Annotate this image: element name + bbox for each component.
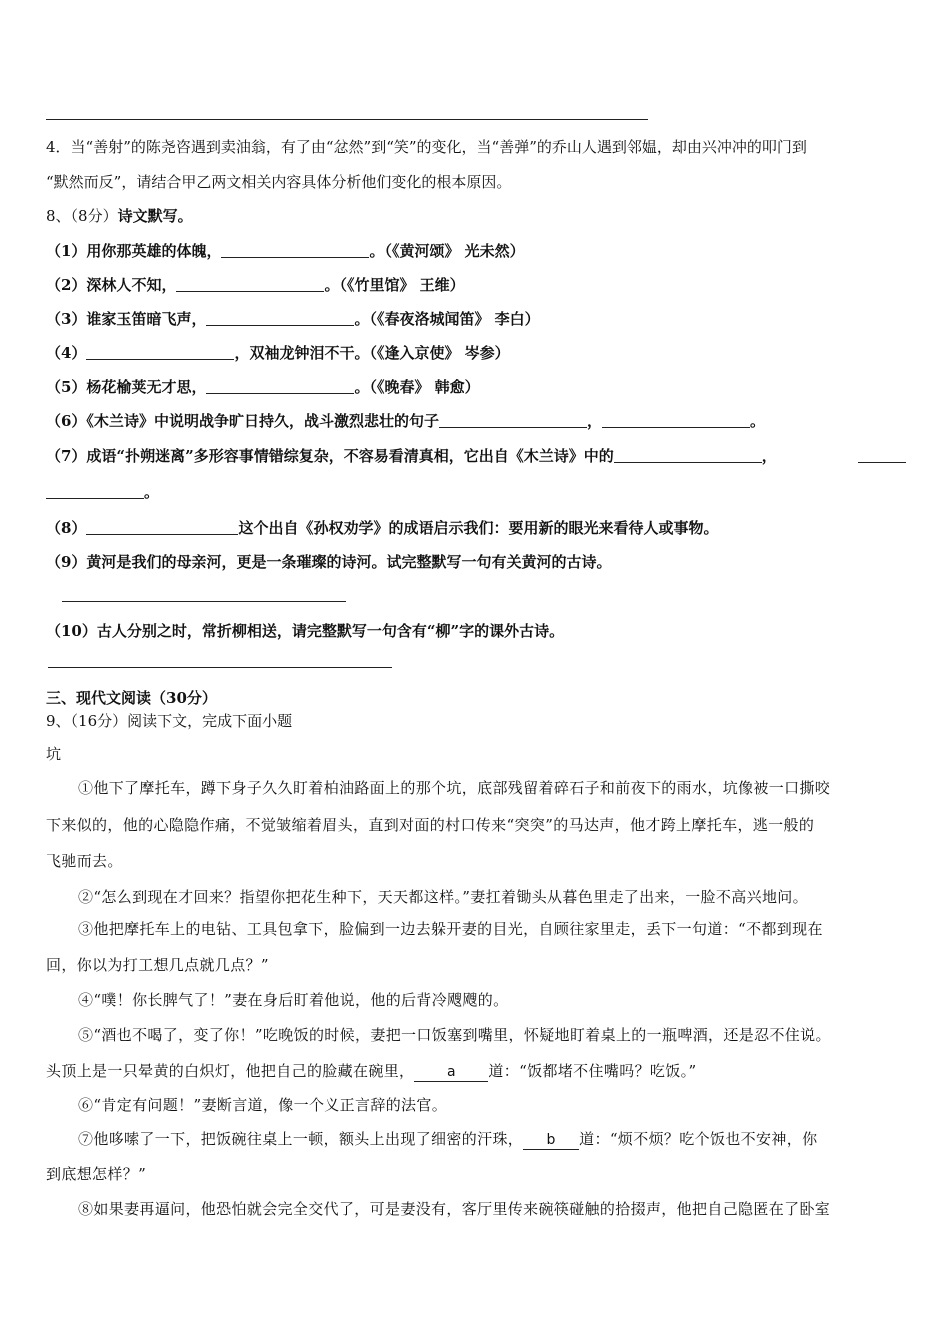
fill-blank[interactable] bbox=[86, 344, 234, 360]
q8-item-8: （8） 这个出自《孙权劝学》的成语启示我们：要用新的眼光来看待人或事物。 bbox=[46, 519, 719, 537]
fill-blank[interactable] bbox=[602, 412, 750, 428]
paragraph-1-line-1: ①他下了摩托车，蹲下身子久久盯着柏油路面上的那个坑，底部残留着碎石子和前夜下的雨水，坑像被一口撕咬 bbox=[78, 779, 831, 797]
q8-item-7: （7）成语“扑朔迷离”多形容事情错综复杂，不容易看清真相，它出自《木兰诗》中的 ， bbox=[46, 447, 777, 465]
fill-blank[interactable] bbox=[439, 412, 587, 428]
q8-title: 诗文默写。 bbox=[117, 207, 193, 225]
q4-line-1: 4．当“善射”的陈尧咨遇到卖油翁，有了由“忿然”到“笑”的变化，当“善弹”的乔山人遇到邻媪，却由兴冲冲的叩门到 bbox=[46, 138, 807, 156]
paragraph-4: ④“噗！你长脾气了！”妻在身后盯着他说，他的后背冷飕飕的。 bbox=[78, 991, 509, 1009]
paragraph-3-line-2: 回，你以为打工想几点就几点？” bbox=[46, 956, 269, 974]
fill-blank[interactable] bbox=[614, 447, 762, 463]
fill-blank[interactable] bbox=[221, 242, 369, 258]
q8-item-10-answer-line[interactable] bbox=[48, 667, 392, 668]
paragraph-5-line-2: 头顶上是一只晕黄的白炽灯，他把自己的脸藏在碗里， a 道：“饭都堵不住嘴吗？吃饭。” bbox=[46, 1062, 697, 1080]
paragraph-7-line-1: ⑦他哆嗦了一下，把饭碗往桌上一顿，额头上出现了细密的汗珠， b 道：“烦不烦？吃个饭也不安神，你 bbox=[78, 1130, 818, 1148]
q8-item-1: （1）用你那英雄的体魄， 。（《黄河颂》 光未然） bbox=[46, 242, 525, 260]
q8-item-3: （3）谁家玉笛暗飞声， 。（《春夜洛城闻笛》 李白） bbox=[46, 310, 540, 328]
fill-blank[interactable] bbox=[46, 483, 144, 499]
paragraph-3-line-1: ③他把摩托车上的电钻、工具包拿下，脸偏到一边去躲开妻的目光，自顾往家里走，丢下一句道：“不都到现在 bbox=[78, 920, 823, 938]
q8-number: 8、（8分） bbox=[46, 207, 118, 225]
q8-item-5: （5）杨花榆荚无才思， 。（《晚春》 韩愈） bbox=[46, 378, 480, 396]
paragraph-5-line-1: ⑤“酒也不喝了，变了你！”吃晚饭的时候，妻把一口饭塞到嘴里，怀疑地盯着桌上的一瓶啤酒，还是忍不住说。 bbox=[78, 1026, 831, 1044]
answer-blank-b[interactable]: b bbox=[523, 1131, 579, 1150]
q8-item-7-blank-2a[interactable] bbox=[858, 462, 906, 463]
q8-item-9-answer-line[interactable] bbox=[62, 601, 346, 602]
q8-item-2: （2）深林人不知， 。（《竹里馆》 王维） bbox=[46, 276, 465, 294]
q9-header: 9、（16分）阅读下文，完成下面小题 bbox=[46, 712, 293, 730]
story-title: 坑 bbox=[46, 745, 62, 763]
q8-item-7-cont: 。 bbox=[46, 481, 159, 503]
paragraph-6: ⑥“肯定有问题！”妻断言道，像一个义正言辞的法官。 bbox=[78, 1096, 448, 1114]
paragraph-1-line-2: 下来似的，他的心隐隐作痛，不觉皱缩着眉头，直到对面的村口传来“突突”的马达声，他才跨上摩托车，逃一般的 bbox=[46, 816, 815, 834]
q8-item-4: （4） ，双袖龙钟泪不干。（《逢入京使》 岑参） bbox=[46, 344, 510, 362]
q8-header bbox=[46, 205, 193, 227]
answer-blank-a[interactable]: a bbox=[414, 1063, 488, 1082]
answer-line-top bbox=[46, 119, 648, 120]
paragraph-8-line-1: ⑧如果妻再逼问，他恐怕就会完全交代了，可是妻没有，客厅里传来碗筷碰触的拾掇声，他把自己隐匿在了卧室 bbox=[78, 1200, 831, 1218]
fill-blank[interactable] bbox=[86, 519, 238, 535]
q8-item-10: （10）古人分别之时，常折柳相送，请完整默写一句含有“柳”字的课外古诗。 bbox=[46, 622, 565, 640]
paragraph-1-line-3: 飞驰而去。 bbox=[46, 852, 123, 870]
fill-blank[interactable] bbox=[206, 378, 354, 394]
q4-line-2: “默然而反”，请结合甲乙两文相关内容具体分析他们变化的根本原因。 bbox=[46, 173, 512, 191]
q8-item-6: （6）《木兰诗》中说明战争旷日持久，战斗激烈悲壮的句子 ， 。 bbox=[46, 412, 765, 430]
section-3-title: 三、现代文阅读（30分） bbox=[46, 689, 217, 707]
paragraph-7-line-2: 到底想怎样？” bbox=[46, 1165, 147, 1183]
fill-blank[interactable] bbox=[206, 310, 354, 326]
fill-blank[interactable] bbox=[176, 276, 324, 292]
q8-item-9: （9）黄河是我们的母亲河，更是一条璀璨的诗河。试完整默写一句有关黄河的古诗。 bbox=[46, 553, 612, 571]
paragraph-2: ②“怎么到现在才回来？指望你把花生种下，天天都这样。”妻扛着锄头从暮色里走了出来，一脸不高兴地问。 bbox=[78, 888, 808, 906]
